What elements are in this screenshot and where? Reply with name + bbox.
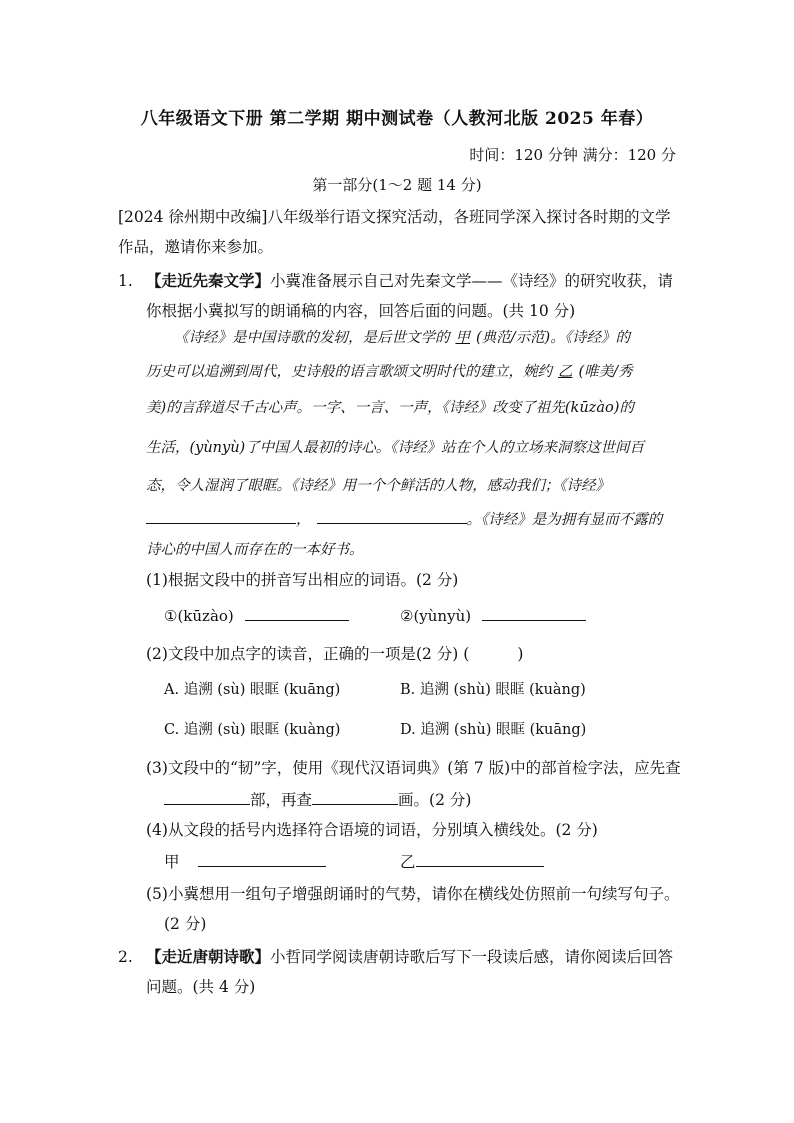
answer-blank-yunyu[interactable] [482,606,586,621]
option-a[interactable]: A. 追溯 (sù) 眼眶 (kuāng) [164,682,341,698]
answer-blank-kuzao[interactable] [245,606,349,621]
time-score-info: 时间：120 分钟 满分：120 分 [469,146,676,164]
passage-line-7: 诗心的中国人而存在的一本好书。 [146,542,364,558]
exam-title: 八年级语文下册 第二学期 期中测试卷（人教河北版 2025 年春） [140,109,654,129]
question-1-tag: 【走近先秦文学】 [146,271,271,290]
question-1 [118,266,688,320]
intro-line-2: 作品，邀请你来参加。 [118,238,274,256]
sub-question-3: (3)文段中的“韧”字，使用《现代汉语词典》(第 7 版)中的部首检字法，应先查 [146,759,681,777]
fill-blank-1[interactable] [146,509,296,524]
radical-blank[interactable] [164,790,250,805]
question-2-tag: 【走近唐朝诗歌】 [146,947,271,966]
question-2-stem [146,942,691,1002]
passage-line-2: 历史可以追溯到周代，史诗般的语言歌颂文明时代的建立，婉约 乙 (唯美/秀 [146,364,633,380]
blank-jia[interactable]: 甲 [455,330,470,346]
answer-blank-yi[interactable] [416,852,544,867]
sub-question-4-jia: 甲 [164,850,326,872]
answer-blank-jia[interactable] [198,852,326,867]
passage-line-3: 美)的言辞道尽千古心声。一字、一言、一声，《诗经》改变了祖先(kūzào)的 [146,400,634,416]
question-1-line-1: 小冀准备展示自己对先秦文学——《诗经》的研究收获，请 [270,272,674,290]
blank-yi[interactable]: 乙 [558,364,573,380]
question-2-number: 2. [118,948,133,966]
passage-line-5: 态，令人湿润了眼眶。《诗经》用一个个鲜活的人物，感动我们；《诗经》 [146,478,610,494]
sub-question-4-yi: 乙 [400,850,544,872]
sub-question-5-score: (2 分) [164,915,207,933]
intro-paragraph [118,202,688,262]
sub-question-4: (4)从文段的括号内选择符合语境的词语，分别填入横线处。(2 分) [146,821,598,839]
sub-question-1-a: ①(kūzào) [164,606,349,625]
fill-blank-2[interactable] [317,509,467,524]
passage-line-1: 《诗经》是中国诗歌的发轫，是后世文学的 甲 (典范/示范)。《诗经》的 [174,330,630,346]
question-1-stem [146,266,691,326]
sub-question-1: (1)根据文段中的拼音写出相应的词语。(2 分) [146,571,459,589]
sub-question-1-b: ②(yùnyù) [400,606,586,625]
question-2-line-1: 小哲同学阅读唐朝诗歌后写下一段读后感，请你阅读后回答 [270,948,674,966]
question-1-line-2: 你根据小冀拟写的朗诵稿的内容，回答后面的问题。(共 10 分) [146,302,576,320]
intro-line-1: [2024 徐州期中改编]八年级举行语文探究活动，各班同学深入探讨各时期的文学 [118,208,671,226]
option-c[interactable]: C. 追溯 (sù) 眼眶 (kuàng) [164,722,341,738]
question-2-line-2: 问题。(共 4 分) [146,978,256,996]
question-2 [118,942,688,996]
stroke-count-blank[interactable] [312,790,398,805]
option-d[interactable]: D. 追溯 (shù) 眼眶 (kuāng) [400,722,587,738]
passage-line-6: ， 。《诗经》是为拥有显而不露的 [146,508,662,529]
option-b[interactable]: B. 追溯 (shù) 眼眶 (kuàng) [400,682,586,698]
sub-question-3-blanks: 部，再查 画。(2 分) [164,788,471,810]
question-1-number: 1. [118,272,133,290]
passage-line-4: 生活，(yùnyù)了中国人最初的诗心。《诗经》站在个人的立场来洞察这世间百 [146,440,644,456]
sub-question-2: (2)文段中加点字的读音，正确的一项是(2 分) ( ) [146,645,524,663]
sub-question-5: (5)小冀想用一组句子增强朗诵时的气势，请你在横线处仿照前一句续写句子。 [146,885,680,903]
part-heading: 第一部分(1～2 题 14 分) [312,176,482,194]
